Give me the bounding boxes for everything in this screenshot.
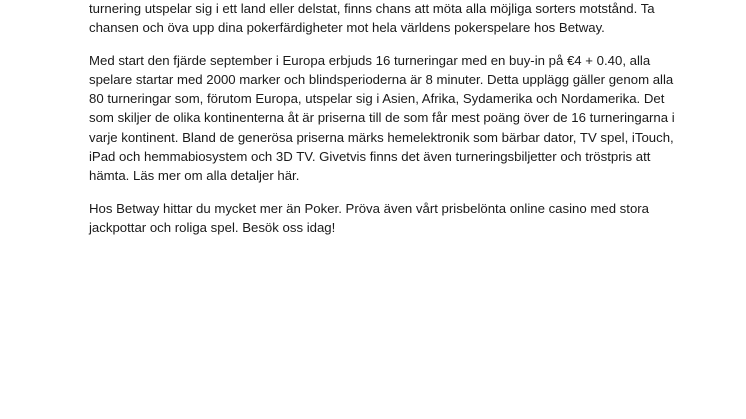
text-line: 80 turneringar som, förutom Europa, utspelar sig i Asien, Afrika, Sydamerika och Nordamerika. Det xyxy=(89,91,665,107)
text-line: hämta. Läs mer om alla detaljer här. xyxy=(89,168,300,184)
text-line: Hos Betway hittar du mycket mer än Poker. Pröva även vårt prisbelönta online casino med stora xyxy=(89,200,650,216)
paragraph-intro xyxy=(89,0,689,38)
text-line: Med start den fjärde september i Europa erbjuds 16 turneringar med en buy-in på €4 + 0.40, alla xyxy=(89,52,651,68)
text-line: chansen och öva upp dina pokerfärdigheter mot hela världens pokerspelare hos Betway. xyxy=(89,20,605,36)
paragraph-casino-promo xyxy=(89,199,689,238)
text-line: varje kontinent. Bland de generösa priserna märks hemelektronik som bärbar dator, TV spel, iTouch, xyxy=(89,129,674,145)
text-line: jackpottar och roliga spel. Besök oss idag! xyxy=(89,219,336,235)
text-line: iPad och hemmabiosystem och 3D TV. Givetvis finns det även turneringsbiljetter och tröstpris att xyxy=(89,149,651,165)
text-line: som skiljer de olika kontinenterna åt är priserna till de som får mest poäng över de 16 turneringarna i xyxy=(89,110,675,126)
text-line: spelare startar med 2000 marker och blindsperioderna är 8 minuter. Detta upplägg gäller genom alla xyxy=(89,71,674,87)
document-body xyxy=(89,0,689,250)
paragraph-tournament-details xyxy=(89,51,689,186)
text-line: turnering utspelar sig i ett land eller delstat, finns chans att möta alla möjliga sorters motstånd. Ta xyxy=(89,1,655,16)
